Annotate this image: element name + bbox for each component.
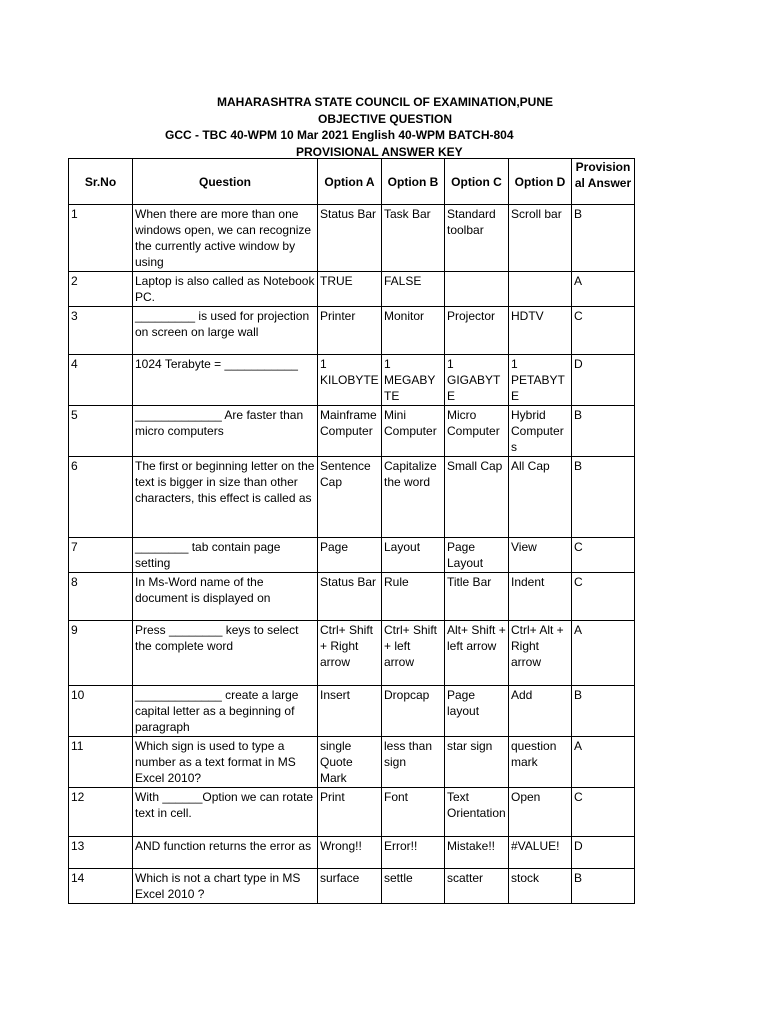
cell-option-b: less than sign xyxy=(382,737,445,788)
cell-option-c: Text Orientation xyxy=(445,788,509,837)
cell-option-d: HDTV xyxy=(509,307,572,355)
cell-option-b: Rule xyxy=(382,573,445,621)
cell-srno: 10 xyxy=(69,686,133,737)
cell-answer: B xyxy=(572,406,635,457)
cell-answer: C xyxy=(572,307,635,355)
cell-question: Press ________ keys to select the complete word xyxy=(133,621,318,686)
cell-answer: B xyxy=(572,205,635,272)
cell-answer: C xyxy=(572,538,635,573)
cell-option-a: Status Bar xyxy=(318,573,382,621)
cell-question: Which sign is used to type a number as a text format in MS Excel 2010? xyxy=(133,737,318,788)
cell-option-b: Mini Computer xyxy=(382,406,445,457)
table-row xyxy=(69,205,635,272)
objective-question-title: OBJECTIVE QUESTION xyxy=(317,111,453,126)
cell-option-d: question mark xyxy=(509,737,572,788)
cell-answer: C xyxy=(572,573,635,621)
cell-option-c: Standard toolbar xyxy=(445,205,509,272)
cell-option-c: Projector xyxy=(445,307,509,355)
cell-srno: 6 xyxy=(69,457,133,538)
cell-answer: A xyxy=(572,272,635,307)
cell-option-a: surface xyxy=(318,869,382,904)
cell-srno: 2 xyxy=(69,272,133,307)
cell-option-c: Title Bar xyxy=(445,573,509,621)
cell-answer: D xyxy=(572,355,635,406)
cell-option-b: Dropcap xyxy=(382,686,445,737)
cell-option-a: Mainframe Computer xyxy=(318,406,382,457)
cell-option-b: 1 MEGABYTE xyxy=(382,355,445,406)
cell-question: In Ms-Word name of the document is displayed on xyxy=(133,573,318,621)
cell-option-d: Open xyxy=(509,788,572,837)
header-option-b: Option B xyxy=(382,159,445,205)
cell-option-a: Page xyxy=(318,538,382,573)
cell-option-a: Insert xyxy=(318,686,382,737)
cell-answer: B xyxy=(572,686,635,737)
cell-option-c xyxy=(445,272,509,307)
cell-srno: 1 xyxy=(69,205,133,272)
cell-question: Which is not a chart type in MS Excel 2010 ? xyxy=(133,869,318,904)
cell-option-a: single Quote Mark xyxy=(318,737,382,788)
cell-option-a: Wrong!! xyxy=(318,837,382,869)
cell-srno: 8 xyxy=(69,573,133,621)
cell-question: When there are more than one windows open, we can recognize the currently active window by using xyxy=(133,205,318,272)
cell-srno: 7 xyxy=(69,538,133,573)
cell-answer: B xyxy=(572,457,635,538)
cell-answer: A xyxy=(572,621,635,686)
table-row xyxy=(69,538,635,573)
cell-option-c: Page Layout xyxy=(445,538,509,573)
cell-option-c: star sign xyxy=(445,737,509,788)
cell-option-d: stock xyxy=(509,869,572,904)
cell-option-d: Scroll bar xyxy=(509,205,572,272)
table-row xyxy=(69,788,635,837)
cell-option-a: Sentence Cap xyxy=(318,457,382,538)
header-option-a: Option A xyxy=(318,159,382,205)
table-row xyxy=(69,272,635,307)
table-row xyxy=(69,869,635,904)
cell-srno: 13 xyxy=(69,837,133,869)
cell-question: With ______Option we can rotate text in cell. xyxy=(133,788,318,837)
cell-option-d: View xyxy=(509,538,572,573)
cell-question: The first or beginning letter on the text is bigger in size than other characters, this effect is called as xyxy=(133,457,318,538)
cell-option-b: FALSE xyxy=(382,272,445,307)
cell-option-c: 1 GIGABYTE xyxy=(445,355,509,406)
cell-srno: 5 xyxy=(69,406,133,457)
cell-option-b: Layout xyxy=(382,538,445,573)
cell-answer: D xyxy=(572,837,635,869)
cell-option-a: Status Bar xyxy=(318,205,382,272)
cell-option-a: Printer xyxy=(318,307,382,355)
cell-srno: 4 xyxy=(69,355,133,406)
table-row xyxy=(69,355,635,406)
table-row xyxy=(69,621,635,686)
cell-srno: 14 xyxy=(69,869,133,904)
council-title: MAHARASHTRA STATE COUNCIL OF EXAMINATION,PUNE xyxy=(217,95,553,109)
header-option-d: Option D xyxy=(509,159,572,205)
table-row xyxy=(69,406,635,457)
cell-question: Laptop is also called as Notebook PC. xyxy=(133,272,318,307)
exam-batch-title: GCC - TBC 40-WPM 10 Mar 2021 English 40-WPM BATCH-804 xyxy=(165,128,514,142)
cell-option-a: TRUE xyxy=(318,272,382,307)
cell-srno: 12 xyxy=(69,788,133,837)
table-row xyxy=(69,457,635,538)
cell-option-b: settle xyxy=(382,869,445,904)
cell-option-c: Micro Computer xyxy=(445,406,509,457)
answer-key-table xyxy=(68,158,635,904)
table-row xyxy=(69,837,635,869)
cell-option-b: Error!! xyxy=(382,837,445,869)
cell-answer: B xyxy=(572,869,635,904)
table-row xyxy=(69,737,635,788)
cell-option-c: scatter xyxy=(445,869,509,904)
header-question: Question xyxy=(133,159,318,205)
cell-question: _________ is used for projection on screen on large wall xyxy=(133,307,318,355)
table-row xyxy=(69,307,635,355)
header-srno: Sr.No xyxy=(69,159,133,205)
cell-option-d: All Cap xyxy=(509,457,572,538)
cell-option-d: Hybrid Computers xyxy=(509,406,572,457)
cell-option-b: Font xyxy=(382,788,445,837)
cell-option-c: Small Cap xyxy=(445,457,509,538)
cell-option-d xyxy=(509,272,572,307)
header-provisional-answer: Provisional Answer xyxy=(572,159,635,205)
cell-option-b: Monitor xyxy=(382,307,445,355)
cell-question: _____________ Are faster than micro computers xyxy=(133,406,318,457)
cell-question: AND function returns the error as xyxy=(133,837,318,869)
cell-option-d: Indent xyxy=(509,573,572,621)
cell-option-d: Add xyxy=(509,686,572,737)
table-header-row xyxy=(69,159,635,205)
cell-question: _____________ create a large capital letter as a beginning of paragraph xyxy=(133,686,318,737)
cell-option-d: #VALUE! xyxy=(509,837,572,869)
cell-question: 1024 Terabyte = ___________ xyxy=(133,355,318,406)
header-option-c: Option C xyxy=(445,159,509,205)
document-header xyxy=(0,94,770,160)
cell-option-a: Print xyxy=(318,788,382,837)
cell-option-c: Page layout xyxy=(445,686,509,737)
cell-srno: 11 xyxy=(69,737,133,788)
cell-option-a: Ctrl+ Shift + Right arrow xyxy=(318,621,382,686)
cell-option-c: Alt+ Shift + left arrow xyxy=(445,621,509,686)
table-row xyxy=(69,573,635,621)
cell-option-c: Mistake!! xyxy=(445,837,509,869)
cell-option-d: Ctrl+ Alt + Right arrow xyxy=(509,621,572,686)
cell-answer: A xyxy=(572,737,635,788)
cell-answer: C xyxy=(572,788,635,837)
cell-option-d: 1 PETABYTE xyxy=(509,355,572,406)
cell-question: ________ tab contain page setting xyxy=(133,538,318,573)
cell-srno: 9 xyxy=(69,621,133,686)
cell-option-b: Task Bar xyxy=(382,205,445,272)
cell-option-b: Capitalize the word xyxy=(382,457,445,538)
answer-key-title: PROVISIONAL ANSWER KEY xyxy=(296,144,463,159)
cell-option-b: Ctrl+ Shift + left arrow xyxy=(382,621,445,686)
cell-option-a: 1 KILOBYTE xyxy=(318,355,382,406)
cell-srno: 3 xyxy=(69,307,133,355)
table-row xyxy=(69,686,635,737)
